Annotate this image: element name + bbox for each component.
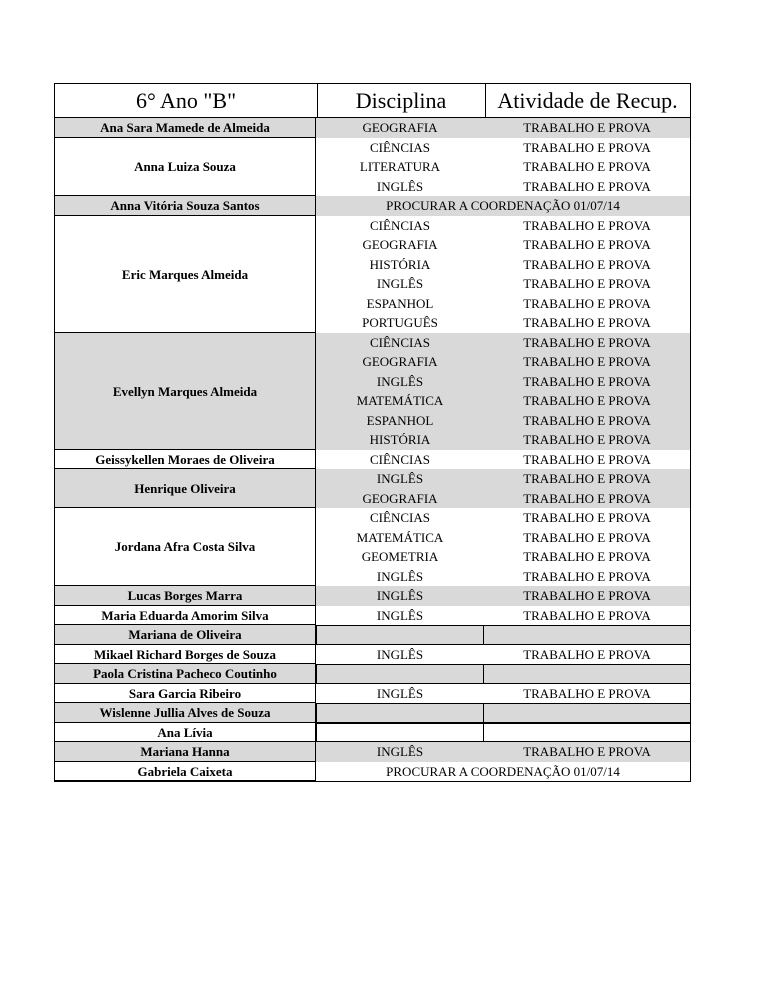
student-name: Eric Marques Almeida [54, 216, 316, 333]
entry-row [316, 450, 691, 470]
entry-row [316, 645, 691, 665]
student-name: Jordana Afra Costa Silva [54, 508, 316, 586]
entry-row [316, 469, 691, 489]
entry-row [316, 606, 691, 626]
student-name: Sara Garcia Ribeiro [54, 684, 316, 704]
entry-row [316, 567, 691, 587]
activity-cell: TRABALHO E PROVA [523, 159, 651, 174]
subject-cell: PORTUGUÊS [362, 315, 438, 330]
entry-row [316, 664, 691, 684]
subject-cell: CIÊNCIAS [370, 451, 430, 467]
entry-row [316, 294, 691, 314]
subject-cell [316, 724, 484, 744]
student-name: Ana Sara Mamede de Almeida [54, 118, 316, 138]
student-group [54, 333, 691, 450]
activity-cell: TRABALHO E PROVA [523, 276, 651, 291]
student-name: Geissykellen Moraes de Oliveira [54, 450, 316, 470]
student-group [54, 703, 691, 723]
subject-cell: INGLÊS [376, 588, 424, 603]
subject-cell: HISTÓRIA [369, 432, 431, 447]
class-header: 6° Ano "B" [55, 84, 318, 117]
activity-cell [484, 665, 690, 685]
student-name: Maria Eduarda Amorim Silva [54, 606, 316, 626]
subject-cell: GEOGRAFIA [362, 354, 438, 369]
subject-cell: MATEMÁTICA [356, 529, 444, 545]
student-name: Wislenne Jullia Alves de Souza [54, 703, 316, 723]
activity-cell: TRABALHO E PROVA [523, 178, 651, 194]
student-group [54, 196, 691, 216]
activity-cell: TRABALHO E PROVA [523, 373, 651, 389]
subject-cell: MATEMÁTICA [356, 393, 444, 408]
entry-row [316, 586, 691, 606]
entry-row [316, 216, 691, 236]
activity-cell: TRABALHO E PROVA [523, 256, 651, 272]
subject-cell [316, 704, 484, 724]
subject-cell: ESPANHOL [366, 295, 434, 311]
entry-row [316, 157, 691, 177]
span-note: PROCURAR A COORDENAÇÃO 01/07/14 [386, 763, 620, 779]
student-group [54, 508, 691, 586]
subject-cell: HISTÓRIA [369, 256, 431, 272]
entry-row [316, 352, 691, 372]
subject-cell: ESPANHOL [366, 412, 434, 428]
subject-cell: INGLÊS [376, 607, 424, 623]
activity-cell: TRABALHO E PROVA [523, 354, 651, 369]
student-group [54, 469, 691, 508]
activity-cell: TRABALHO E PROVA [523, 510, 651, 525]
entry-row [316, 430, 691, 450]
table-header [54, 83, 691, 118]
student-name: Ana Lívia [54, 723, 316, 743]
subject-cell: LITERATURA [359, 159, 441, 174]
subject-cell: GEOGRAFIA [362, 490, 438, 506]
entry-row [316, 333, 691, 353]
subject-cell: GEOGRAFIA [362, 237, 438, 252]
student-group [54, 216, 691, 333]
student-name: Paola Cristina Pacheco Coutinho [54, 664, 316, 684]
entry-row [316, 235, 691, 255]
table-body [54, 118, 691, 782]
entry-row [316, 547, 691, 567]
span-note: PROCURAR A COORDENAÇÃO 01/07/14 [386, 198, 620, 213]
activity-cell: TRABALHO E PROVA [523, 490, 651, 506]
activity-cell: TRABALHO E PROVA [523, 568, 651, 584]
activity-cell [484, 704, 690, 724]
student-group [54, 606, 691, 626]
entry-row [316, 118, 691, 138]
student-name: Mariana Hanna [54, 742, 316, 762]
subject-cell: INGLÊS [376, 276, 424, 291]
student-group [54, 586, 691, 606]
student-name: Mariana de Oliveira [54, 625, 316, 645]
entry-row [316, 723, 691, 743]
subject-header: Disciplina [317, 84, 486, 117]
student-name: Henrique Oliveira [54, 469, 316, 508]
activity-cell: TRABALHO E PROVA [523, 120, 651, 135]
student-group [54, 664, 691, 684]
activity-header: Atividade de Recup. [497, 88, 678, 113]
activity-cell: TRABALHO E PROVA [523, 315, 651, 330]
entry-row [316, 684, 691, 704]
activity-cell [484, 626, 690, 646]
activity-cell: TRABALHO E PROVA [523, 217, 651, 233]
subject-cell: GEOMETRIA [361, 549, 439, 564]
entry-row [316, 411, 691, 431]
activity-cell: TRABALHO E PROVA [523, 471, 651, 486]
student-group [54, 450, 691, 470]
subject-cell: CIÊNCIAS [370, 510, 430, 525]
student-group [54, 118, 691, 138]
student-group [54, 138, 691, 197]
subject-cell: INGLÊS [376, 178, 424, 194]
activity-cell: TRABALHO E PROVA [523, 549, 651, 564]
entry-row [316, 489, 691, 509]
student-group [54, 723, 691, 743]
entry-row [316, 255, 691, 275]
entry-row [316, 703, 691, 723]
entry-row [316, 508, 691, 528]
subject-cell: INGLÊS [376, 744, 424, 759]
subject-cell [316, 665, 484, 685]
student-group [54, 684, 691, 704]
student-name: Anna Vitória Souza Santos [54, 196, 316, 216]
activity-cell: TRABALHO E PROVA [523, 412, 651, 428]
entry-row [316, 528, 691, 548]
entry-row [316, 372, 691, 392]
entry-row [316, 313, 691, 333]
subject-cell: CIÊNCIAS [370, 334, 430, 350]
subject-cell: INGLÊS [376, 685, 424, 701]
activity-cell: TRABALHO E PROVA [523, 432, 651, 447]
student-group [54, 742, 691, 762]
student-group [54, 645, 691, 665]
student-group [54, 762, 691, 783]
student-name: Gabriela Caixeta [54, 762, 316, 782]
activity-cell: TRABALHO E PROVA [523, 237, 651, 252]
activity-cell: TRABALHO E PROVA [523, 588, 651, 603]
student-group [54, 625, 691, 645]
student-name: Lucas Borges Marra [54, 586, 316, 606]
entry-row [316, 625, 691, 645]
recovery-table [54, 83, 691, 782]
student-name: Evellyn Marques Almeida [54, 333, 316, 450]
student-name: Mikael Richard Borges de Souza [54, 645, 316, 665]
activity-cell: TRABALHO E PROVA [523, 646, 651, 662]
subject-cell: CIÊNCIAS [370, 217, 430, 233]
activity-cell [484, 724, 690, 744]
activity-cell: TRABALHO E PROVA [523, 529, 651, 545]
activity-cell: TRABALHO E PROVA [523, 393, 651, 408]
entry-row [316, 177, 691, 197]
subject-cell: CIÊNCIAS [370, 139, 430, 155]
entry-row [316, 138, 691, 158]
subject-cell: GEOGRAFIA [362, 120, 438, 135]
activity-cell: TRABALHO E PROVA [523, 451, 651, 467]
entry-row [316, 742, 691, 762]
entry-row [316, 196, 691, 216]
activity-cell: TRABALHO E PROVA [523, 139, 651, 155]
entry-row [316, 391, 691, 411]
subject-cell: INGLÊS [376, 568, 424, 584]
activity-cell: TRABALHO E PROVA [523, 607, 651, 623]
subject-cell: INGLÊS [376, 646, 424, 662]
subject-cell: INGLÊS [376, 471, 424, 486]
entry-row [316, 274, 691, 294]
activity-cell: TRABALHO E PROVA [523, 685, 651, 701]
subject-cell [316, 626, 484, 646]
activity-cell: TRABALHO E PROVA [523, 744, 651, 759]
activity-cell: TRABALHO E PROVA [523, 295, 651, 311]
activity-cell: TRABALHO E PROVA [523, 334, 651, 350]
entry-row [316, 762, 691, 782]
student-name: Anna Luiza Souza [54, 138, 316, 197]
subject-cell: INGLÊS [376, 373, 424, 389]
